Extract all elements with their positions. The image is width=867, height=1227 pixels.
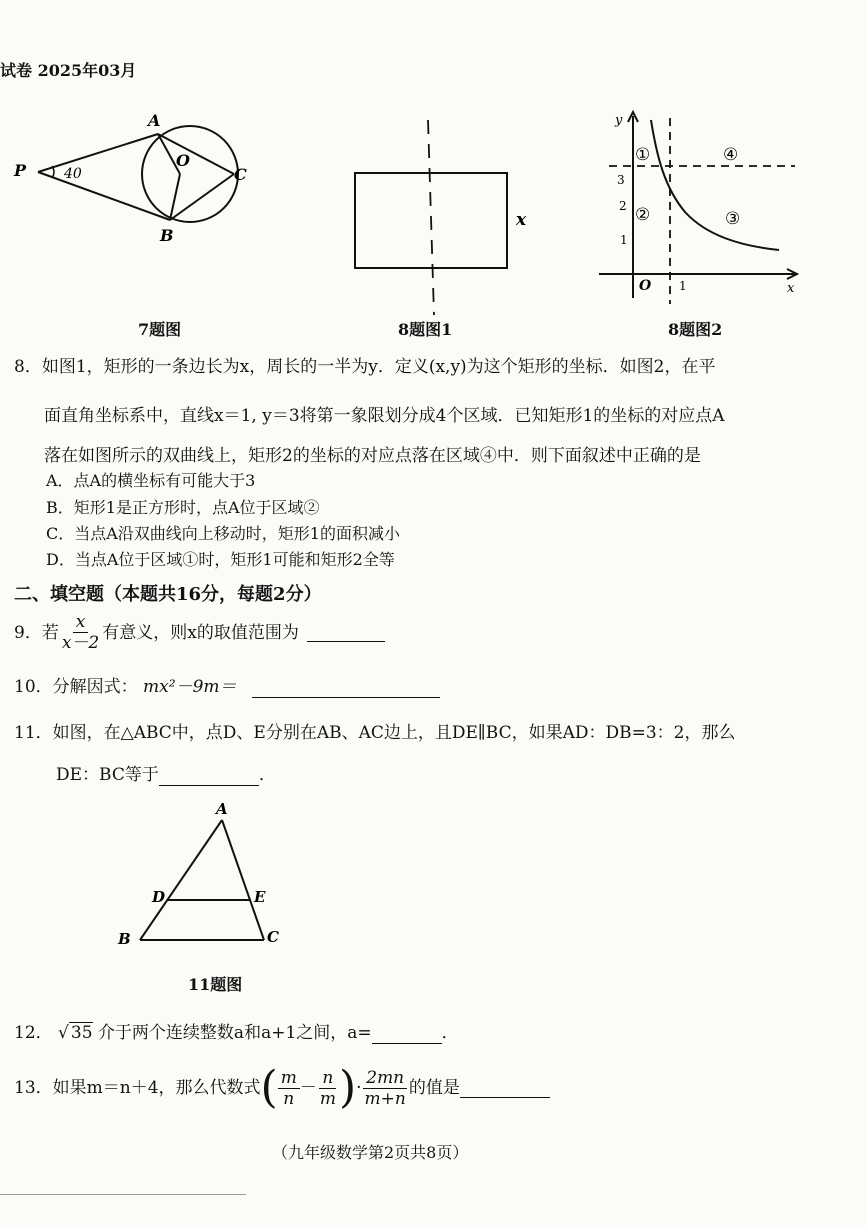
figure-7 bbox=[10, 110, 260, 260]
fig8-2-region-3: ③ bbox=[725, 209, 741, 229]
fig7-caption: 7题图 bbox=[138, 320, 182, 339]
q11-line2 bbox=[56, 764, 276, 786]
fig8-2-axis-y: y bbox=[615, 113, 623, 128]
q9-fraction bbox=[59, 612, 102, 653]
fig7-label-C: C bbox=[234, 165, 247, 184]
fig7-label-P: P bbox=[14, 161, 27, 180]
q12-radicand: 35 bbox=[70, 1023, 93, 1043]
q9-numerator: x bbox=[73, 612, 89, 633]
q8-line1: 8．如图1，矩形的一条边长为x，周长的一半为y．定义(x,y)为这个矩形的坐标．如图2，在平 bbox=[14, 357, 716, 377]
fig11-caption: 11题图 bbox=[188, 975, 243, 994]
q10-answer-blank[interactable] bbox=[252, 679, 440, 698]
q8-line2: 面直角坐标系中，直线x＝1, y＝3将第一象限划分成4个区域．已知矩形1的坐标的对应点A bbox=[44, 406, 725, 426]
q13-f1-den: n bbox=[283, 1088, 295, 1109]
q8-option-b: B．矩形1是正方形时，点A位于区域② bbox=[46, 498, 320, 517]
fig8-2-region-1: ① bbox=[635, 145, 651, 165]
q8-option-c: C．当点A沿双曲线向上移动时，矩形1的面积减小 bbox=[46, 524, 400, 543]
q13-f3-den: m+n bbox=[364, 1088, 406, 1109]
q10-expression: mx²－9m＝ bbox=[143, 677, 237, 697]
q9-prefix: 9．若 bbox=[14, 622, 59, 643]
fig11-label-C: C bbox=[267, 928, 279, 946]
fig11-label-B: B bbox=[118, 930, 131, 948]
q13-fraction-1 bbox=[278, 1068, 300, 1109]
fig7-angle-label: 40 bbox=[64, 166, 82, 182]
fig11-label-A: A bbox=[216, 800, 228, 818]
section-2-title: 二、填空题（本题共16分，每题2分） bbox=[14, 584, 322, 605]
page-footer: （九年级数学第2页共8页） bbox=[272, 1143, 469, 1162]
q12-end: ． bbox=[441, 1023, 459, 1043]
fig7-label-A: A bbox=[148, 111, 161, 130]
q8-line3: 落在如图所示的双曲线上，矩形2的坐标的对应点落在区域④中．则下面叙述中正确的是 bbox=[44, 446, 701, 466]
q13-f1-num: m bbox=[278, 1068, 300, 1089]
fig8-2-tick-2: 2 bbox=[619, 199, 627, 213]
q13-fraction-3 bbox=[362, 1068, 409, 1109]
fig8-2-caption: 8题图2 bbox=[668, 320, 723, 339]
q13-f3-num: 2mn bbox=[363, 1068, 407, 1089]
fig7-label-O: O bbox=[176, 151, 190, 170]
q13-f2-den: m bbox=[319, 1088, 336, 1109]
fig8-2-tick-x1: 1 bbox=[679, 279, 687, 293]
fig8-2-tick-3: 3 bbox=[617, 173, 625, 187]
sqrt-symbol: √ bbox=[58, 1023, 69, 1043]
fig8-2-origin: O bbox=[639, 278, 652, 294]
fig8-1-side-label: x bbox=[516, 210, 527, 230]
q13-f2-num: n bbox=[319, 1068, 336, 1089]
q11-line2-text: DE：BC等于 bbox=[56, 765, 159, 785]
left-paren: ( bbox=[260, 1062, 278, 1113]
q10-prefix: 10．分解因式： bbox=[14, 677, 138, 697]
q8-option-d: D．当点A位于区域①时，矩形1可能和矩形2全等 bbox=[46, 550, 395, 569]
figure-11 bbox=[112, 800, 292, 950]
bottom-rule bbox=[0, 1194, 246, 1195]
q12-answer-blank[interactable] bbox=[372, 1025, 442, 1044]
fig8-2-tick-1: 1 bbox=[620, 233, 628, 247]
fig8-2-region-2: ② bbox=[635, 205, 651, 225]
q11-end: ． bbox=[258, 765, 276, 785]
fig8-2-axis-x: x bbox=[787, 281, 795, 296]
q12-prefix: 12． bbox=[14, 1023, 53, 1043]
q11-answer-blank[interactable] bbox=[159, 767, 259, 786]
fig11-label-D: D bbox=[152, 888, 166, 906]
q11-line1: 11．如图，在△ABC中，点D、E分别在AB、AC边上，且DE∥BC，如果AD：DB=3：2，那么 bbox=[14, 723, 736, 743]
q13-prefix: 13．如果m＝n＋4，那么代数式 bbox=[14, 1078, 261, 1098]
q13-suffix: 的值是 bbox=[408, 1078, 460, 1098]
q13-minus: － bbox=[299, 1078, 317, 1098]
q12 bbox=[14, 1022, 459, 1044]
figure-8-2 bbox=[595, 108, 805, 308]
exam-header: 试卷 2025年03月 bbox=[0, 61, 137, 80]
q10 bbox=[14, 676, 440, 698]
q9 bbox=[14, 612, 385, 653]
q13-fraction-2 bbox=[317, 1068, 339, 1109]
fig11-label-E: E bbox=[254, 888, 266, 906]
figure-8-1 bbox=[340, 115, 540, 320]
fig7-label-B: B bbox=[160, 226, 174, 245]
q8-option-a: A．点A的横坐标有可能大于3 bbox=[46, 471, 256, 490]
q13 bbox=[14, 1062, 550, 1113]
fig8-1-caption: 8题图1 bbox=[398, 320, 453, 339]
q13-dot: · bbox=[356, 1078, 362, 1098]
q9-denominator: x－2 bbox=[61, 633, 100, 653]
q9-answer-blank[interactable] bbox=[307, 623, 385, 642]
fig8-2-region-4: ④ bbox=[723, 145, 739, 165]
q13-answer-blank[interactable] bbox=[460, 1079, 550, 1098]
q12-middle: 介于两个连续整数a和a+1之间，a= bbox=[97, 1023, 372, 1043]
q9-suffix: 有意义，则x的取值范围为 bbox=[102, 622, 299, 643]
right-paren: ) bbox=[338, 1062, 357, 1113]
